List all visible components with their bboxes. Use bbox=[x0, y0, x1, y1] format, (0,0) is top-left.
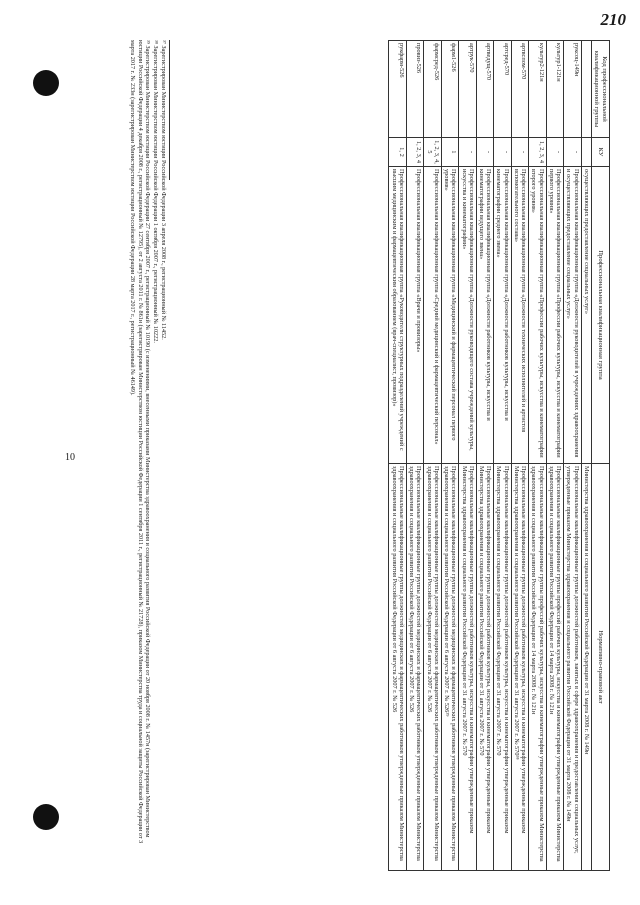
cell-act: Профессиональные квалификационные группы должностей работников, занятых в сфере здравоохранения и предоставления социальных услуг, утвержденные приказом Министерства здравоохранения и социального развития Российской Федерации от 31 марта 2008 г. № 149н bbox=[564, 464, 581, 871]
header-group: Профессиональная квалификационная группа bbox=[591, 167, 609, 464]
cell-code: артвспом-570 bbox=[511, 41, 528, 138]
cell-group: осуществляющих предоставление социальных услуг» bbox=[581, 167, 591, 464]
cell-group: Профессиональная квалификационная группа «Должности руководящего состава учреждений культуры, искусства и кинематографии» bbox=[459, 167, 476, 464]
footnote-38: ³⁸ Зарегистрирован Министерством юстиции Российской Федерации 1 октября 2007 г., регистрационный № 10222. bbox=[152, 40, 160, 343]
cell-group: Профессиональная квалификационная группа «Медицинский и фармацевтический персонал первого уровня» bbox=[441, 167, 458, 464]
handwritten-sheet-number: 210 bbox=[600, 10, 626, 29]
cell-code: артсред-570 bbox=[494, 41, 511, 138]
header-act: Нормативно-правовой акт bbox=[591, 464, 609, 871]
table-body bbox=[389, 41, 591, 871]
table-row bbox=[459, 41, 476, 871]
cell-group: Профессиональная квалификационная группа «Средний медицинский и фармацевтический персонал» bbox=[424, 167, 441, 464]
footnote-separator bbox=[169, 40, 170, 180]
cell-group: Профессиональная квалификационная группа «Профессии рабочих культуры, искусства и кинематографии второго уровня» bbox=[529, 167, 546, 464]
cell-act: Профессиональные квалификационные группы должностей медицинских и фармацевтических работников утвержденные приказом Министерства здравоохранения и социального развития Российской Федерации от 6 августа 2007 г. № 526 bbox=[424, 464, 441, 871]
cell-group: Профессиональная квалификационная группа «Профессии рабочих культуры, искусства и кинематографии первого уровня» bbox=[546, 167, 563, 464]
table-row bbox=[406, 41, 423, 871]
cell-ku: 1 bbox=[441, 138, 458, 167]
cell-code bbox=[581, 41, 591, 138]
cell-code: артведущ-570 bbox=[476, 41, 493, 138]
footnotes bbox=[128, 40, 170, 850]
cell-act: Профессиональные квалификационные группы должностей работников культуры, искусства и кинематографии утвержденные приказом Министерства здравоохранения и социального развития Российской Федерации от 31 августа 2007 г. № 570 bbox=[494, 464, 511, 871]
cell-ku: - bbox=[494, 138, 511, 167]
table-row bbox=[494, 41, 511, 871]
cell-act: Профессиональные квалификационные группы должностей работников культуры, искусства и кинематографии утвержденные приказом Министерства здравоохранения и социального развития Российской Федерации от 31 августа 2007 г. № 570 bbox=[459, 464, 476, 871]
cell-group: Профессиональная квалификационная группа «Врачи и провизоры» bbox=[406, 167, 423, 464]
cell-group: Профессиональная квалификационная группа «Руководители структурных подразделений учреждений с высшим медицинским и фармацевтическим образованием (врач-специалист, провизор)» bbox=[389, 167, 406, 464]
cell-ku: - bbox=[564, 138, 581, 167]
cell-ku: 1, 2, 3, 4 bbox=[529, 138, 546, 167]
cell-code: артрук-570 bbox=[459, 41, 476, 138]
table-row bbox=[564, 41, 581, 871]
cell-act: Профессиональные квалификационные группы должностей работников культуры, искусства и кинематографии утвержденные приказом Министерства здравоохранения и социального развития Российской Федерации от 31 августа 2007 г. № 570³⁸ bbox=[511, 464, 528, 871]
table-row bbox=[529, 41, 546, 871]
table-row bbox=[476, 41, 493, 871]
cell-code: провиз-526 bbox=[406, 41, 423, 138]
cell-ku bbox=[581, 138, 591, 167]
page-number: 10 bbox=[65, 452, 75, 463]
table-row bbox=[441, 41, 458, 871]
cell-ku: - bbox=[459, 138, 476, 167]
header-code: Код профессиональной квалификационной группы bbox=[591, 41, 609, 138]
cell-act: Профессиональные квалификационные группы должностей медицинских и фармацевтических работников утвержденные приказом Министерства здравоохранения и социального развития Российской Федерации от 6 августа 2007 г. № 526 bbox=[406, 464, 423, 871]
cell-code: фармсред-526 bbox=[424, 41, 441, 138]
cell-ku: 1, 2, 3, 4, 5 bbox=[424, 138, 441, 167]
cell-act: Профессиональные квалификационные группы должностей медицинских и фармацевтических работников утвержденные приказом Министерства здравоохранения и социального развития Российской Федерации от 6 августа 2007 г. № 526 bbox=[389, 464, 406, 871]
cell-ku: 1, 2, 3, 4 bbox=[406, 138, 423, 167]
punch-hole-top bbox=[33, 70, 59, 96]
footnote-37: ³⁷ Зарегистрирован Министерством юстиции Российской Федерации 3 апреля 2008 г., регистрационный № 11452. bbox=[160, 40, 167, 340]
cell-group: Профессиональная квалификационная группа «Должности работников культуры, искусства и кинематографии среднего звена» bbox=[494, 167, 511, 464]
cell-code: культур1-121н bbox=[546, 41, 563, 138]
table-row bbox=[389, 41, 406, 871]
cell-act: Министерства здравоохранения и социального развития Российской Федерации от 31 марта 2008 г. № 149н bbox=[581, 464, 591, 871]
table-row bbox=[546, 41, 563, 871]
cell-group: Профессиональная квалификационная группа «Должности руководителей в учреждениях здравоохранения и осуществляющих предоставление социальных услуг» bbox=[564, 167, 581, 464]
table-row bbox=[424, 41, 441, 871]
footnote-39: ³⁹ Зарегистрирован Министерством юстиции Российской Федерации 27 сентября 2007 г., регистрационный № 10190 (с изменениями, внесенными приказами Министерства здравоохранения и социального развития Российской Федерации от 20 ноября 2008 г. № 1457н (зарегистрирован Министерством юстиции Российской Федерации 4 декабря 2008 г., регистрационный № 12795), от 2 августа 2011 г. № 861н (зарегистрирован Министерством юстиции Российской Федерации 1 сентября 2011 г., регистрационный № 21728), приказом Министерства труда и социальной защиты Российской Федерации от 3 марта 2017 г. № 233н (зарегистрирован Министерством юстиции Российской Федерации 28 марта 2017 г., регистрационный № 46149). bbox=[129, 40, 152, 844]
header-ku: КУ bbox=[591, 138, 609, 167]
cell-act: Профессиональные квалификационные группы профессий рабочих культуры, искусства и кинематографии утвержденные приказом Министерства здравоохранения и социального развития Российской Федерации от 14 марта 2008 г. № 121н bbox=[546, 464, 563, 871]
cell-code: культур2-121н bbox=[529, 41, 546, 138]
cell-code: руксоц-149н bbox=[564, 41, 581, 138]
cell-ku: - bbox=[476, 138, 493, 167]
table-header-row bbox=[591, 41, 609, 871]
table-row bbox=[581, 41, 591, 871]
cell-code: фарм1-526 bbox=[441, 41, 458, 138]
punch-hole-bottom bbox=[33, 804, 59, 830]
cell-act: Профессиональные квалификационные группы профессий рабочих культуры, искусства и кинематографии утвержденные приказом Министерства здравоохранения и социального развития Российской Федерации от 14 марта 2008 г. № 121н bbox=[529, 464, 546, 871]
cell-code: рукфарм-526 bbox=[389, 41, 406, 138]
cell-group: Профессиональная квалификационная группа «Должности работников культуры, искусства и кинематографии ведущего звена» bbox=[476, 167, 493, 464]
rotated-page-content bbox=[80, 40, 610, 862]
cell-ku: - bbox=[511, 138, 528, 167]
cell-ku: - bbox=[546, 138, 563, 167]
cell-act: Профессиональные квалификационные группы должностей работников культуры, искусства и кинематографии утвержденные приказом Министерства здравоохранения и социального развития Российской Федерации от 31 августа 2007 г. № 570 bbox=[476, 464, 493, 871]
cell-group: Профессиональная квалификационная группа «Должности технических исполнителей и артистов вспомогательного состава» bbox=[511, 167, 528, 464]
cell-ku: 1, 2 bbox=[389, 138, 406, 167]
qualification-groups-table bbox=[388, 40, 610, 871]
table-row bbox=[511, 41, 528, 871]
cell-act: Профессиональные квалификационные группы должностей медицинских и фармацевтических работников утвержденные приказом Министерства здравоохранения и социального развития Российской Федерации от 6 августа 2007 г. № 526³⁹ bbox=[441, 464, 458, 871]
